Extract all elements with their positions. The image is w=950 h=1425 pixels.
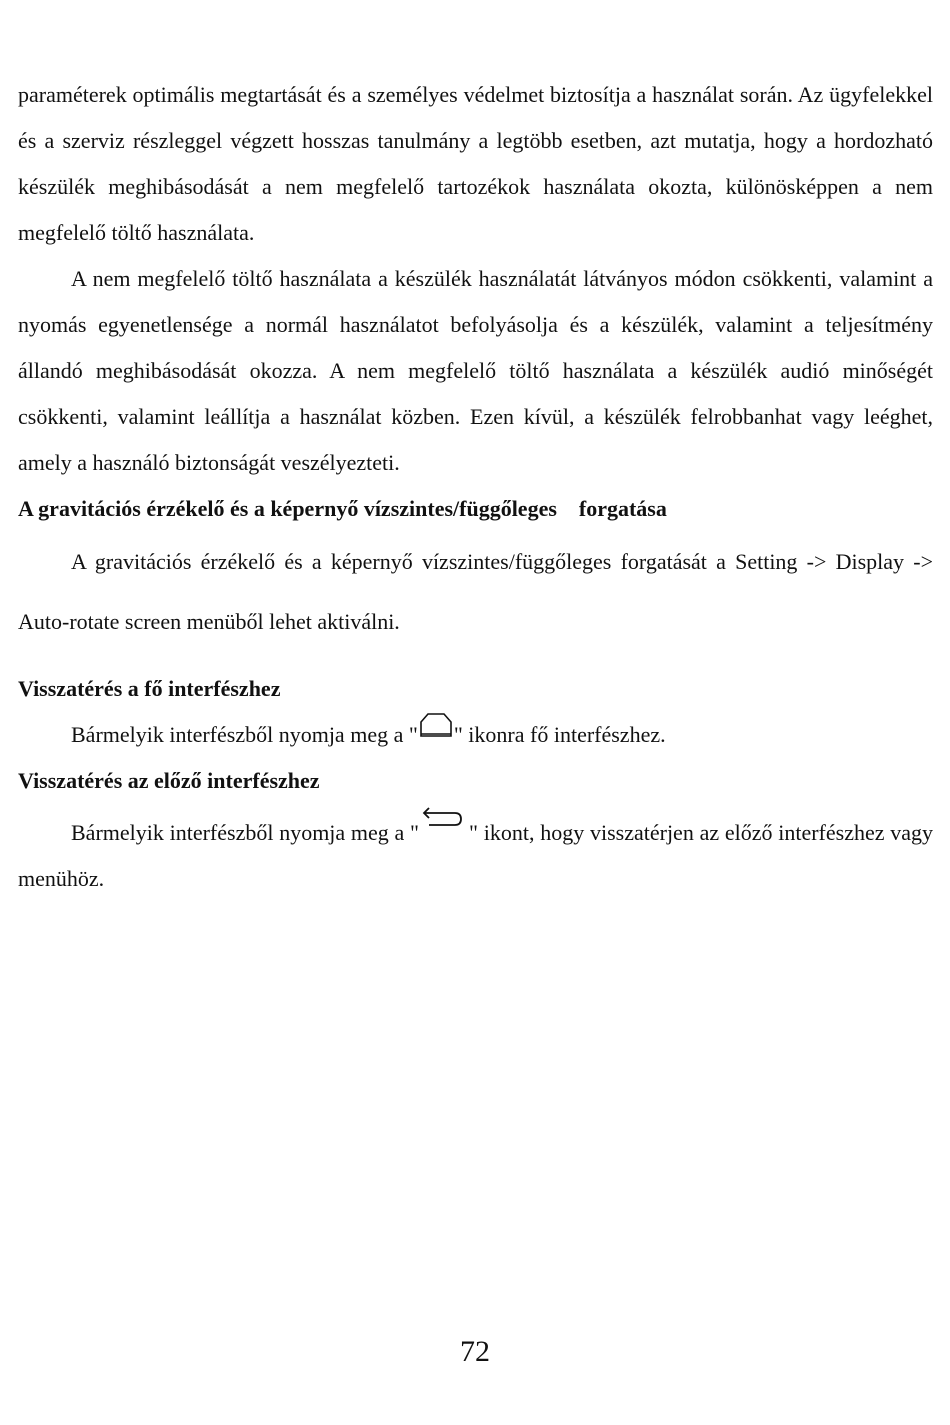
heading-gravity-sensor: A gravitációs érzékelő és a képernyő vízszintes/függőleges forgatása (18, 496, 667, 521)
paragraph-return-home (18, 712, 933, 758)
home-icon (419, 712, 453, 738)
return-back-text-before: Bármelyik interfészből nyomja meg a " (71, 820, 420, 845)
back-arrow-icon (421, 804, 467, 834)
paragraph-charger-warning: A nem megfelelő töltő használata a készülék használatát látványos módon csökkenti, valamint a nyomás egyenetlensége a normál használatot befolyásolja és a készülék, valamint a teljesítmény állandó meghibásodását okozza. A nem megfelelő töltő használata a készülék audió minőségét csökkenti, valamint leállítja a használat közben. Ezen kívül, a készülék felrobbanhat vagy leéghet, amely a használó biztonságát veszélyezteti. (18, 266, 933, 475)
heading-return-home: Visszatérés a fő interfészhez (18, 676, 281, 701)
paragraph-gravity-sensor: A gravitációs érzékelő és a képernyő vízszintes/függőleges forgatását a Setting -> Display -> Auto-rotate screen menüből lehet aktiválni. (18, 549, 933, 634)
paragraph-return-back (18, 804, 933, 902)
return-home-text-before: Bármelyik interfészből nyomja meg a " (71, 722, 418, 747)
heading-return-back: Visszatérés az előző interfészhez (18, 768, 320, 793)
document-page (18, 72, 933, 902)
page-number: 72 (460, 1335, 490, 1368)
return-home-text-after: " ikonra fő interfészhez. (453, 722, 666, 747)
paragraph-intro: paraméterek optimális megtartását és a személyes védelmet biztosítja a használat során. Az ügyfelekkel és a szerviz részleggel végzett hosszas tanulmány a legtöbb esetben, azt mutatja, hogy a hordozható készülék meghibásodását a nem megfelelő tartozékok használata okozta, különösképpen a nem megfelelő töltő használata. (18, 82, 933, 245)
return-back-text-after: " ikont, hogy visszatérjen az előző interfészhez vagy menühöz. (18, 820, 933, 891)
